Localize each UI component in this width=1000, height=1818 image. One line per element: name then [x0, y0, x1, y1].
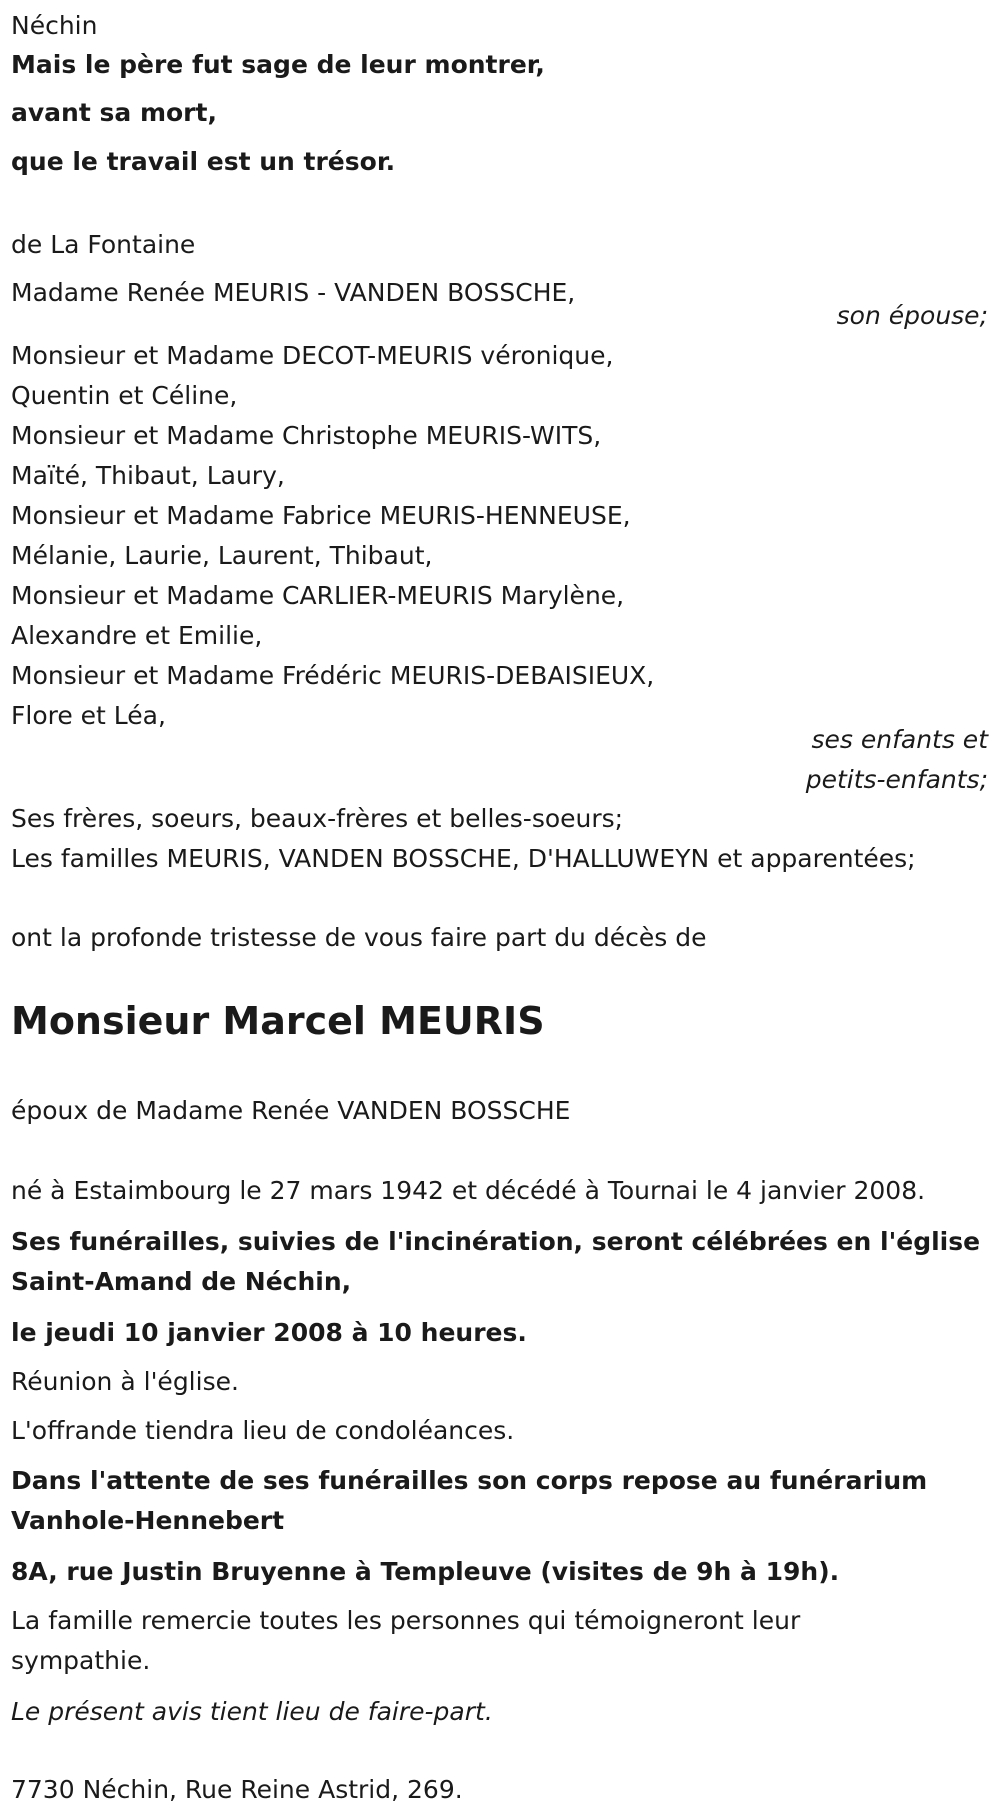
children-role-line-1: ses enfants et: [811, 725, 988, 754]
families-line: Les familles MEURIS, VANDEN BOSSCHE, D'HALLUWEYN et apparentées;: [11, 844, 916, 873]
spouse-name: Madame Renée MEURIS - VANDEN BOSSCHE,: [11, 278, 576, 307]
offering-note: L'offrande tiendra lieu de condoléances.: [11, 1416, 515, 1445]
location: Néchin: [11, 11, 98, 40]
funeral-date: le jeudi 10 janvier 2008 à 10 heures.: [11, 1318, 527, 1347]
siblings-line: Ses frères, soeurs, beaux-frères et belles-soeurs;: [11, 804, 624, 833]
list-item: Flore et Léa,: [11, 701, 166, 730]
birth-death: né à Estaimbourg le 27 mars 1942 et décédé à Tournai le 4 janvier 2008.: [11, 1176, 926, 1205]
quote-line-1: Mais le père fut sage de leur montrer,: [11, 50, 545, 79]
list-item: Monsieur et Madame Christophe MEURIS-WITS,: [11, 421, 602, 450]
meeting-place: Réunion à l'église.: [11, 1367, 239, 1396]
list-item: Monsieur et Madame Fabrice MEURIS-HENNEUSE,: [11, 501, 631, 530]
quote-line-3: que le travail est un trésor.: [11, 147, 396, 176]
spouse-role: son épouse;: [836, 301, 988, 330]
list-item: Monsieur et Madame CARLIER-MEURIS Marylène,: [11, 581, 625, 610]
deceased-name: Monsieur Marcel MEURIS: [11, 999, 545, 1043]
address-visits: 8A, rue Justin Bruyenne à Templeuve (visites de 9h à 19h).: [11, 1557, 840, 1586]
funeral-ceremony: Ses funérailles, suivies de l'incinération, seront célébrées en l'église Saint-Amand de Néchin,: [11, 1227, 981, 1296]
thanks-note: La famille remercie toutes les personnes qui témoigneront leur sympathie.: [11, 1606, 801, 1675]
list-item: Monsieur et Madame Frédéric MEURIS-DEBAISIEUX,: [11, 661, 655, 690]
list-item: Quentin et Céline,: [11, 381, 238, 410]
list-item: Maïté, Thibaut, Laury,: [11, 461, 285, 490]
announcement: ont la profonde tristesse de vous faire part du décès de: [11, 923, 707, 952]
quote-author: de La Fontaine: [11, 230, 196, 259]
list-item: Monsieur et Madame DECOT-MEURIS véronique,: [11, 341, 614, 370]
deceased-spouse-of: époux de Madame Renée VANDEN BOSSCHE: [11, 1096, 571, 1125]
quote-line-2: avant sa mort,: [11, 98, 217, 127]
funeral-home: Dans l'attente de ses funérailles son corps repose au funérarium Vanhole-Hennebert: [11, 1466, 928, 1535]
list-item: Alexandre et Emilie,: [11, 621, 263, 650]
list-item: Mélanie, Laurie, Laurent, Thibaut,: [11, 541, 433, 570]
notice-note: Le présent avis tient lieu de faire-part.: [11, 1697, 493, 1726]
children-role-line-2: petits-enfants;: [805, 765, 988, 794]
contact-address: 7730 Néchin, Rue Reine Astrid, 269.: [11, 1775, 463, 1804]
